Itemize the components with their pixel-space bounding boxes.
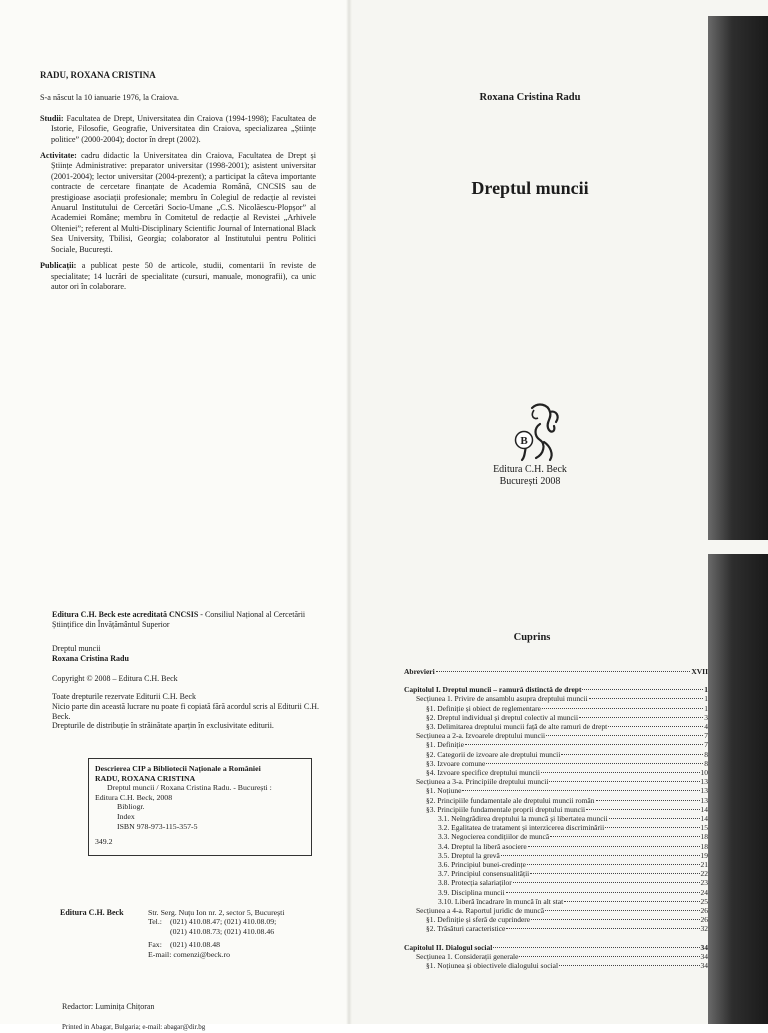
book-title: Dreptul muncii [471,178,589,198]
toc-entry-text: §1. Noțiune [426,786,462,796]
tel-value: (021) 410.08.47; (021) 410.08.09; [170,917,277,927]
toc-entry-page: 8 [704,749,708,759]
imprint-accreditation [52,610,322,630]
toc-entry [404,878,708,887]
title-publisher: Editura C.H. Beck [493,464,567,475]
toc-entry-page: 21 [700,860,708,870]
toc-entry-page: 13 [700,777,708,787]
rights-line: Drepturile de distribuție în străinătate aparțin în exclusivitate editurii. [52,721,274,731]
toc-entry-page: 1 [704,703,708,713]
publisher-griffin-logo-icon [504,402,564,464]
bio-studii-label: Studii: [40,113,64,123]
cip-line: Dreptul muncii / Roxana Cristina Radu. - București : [107,783,272,793]
toc-entry-page: 19 [700,850,708,860]
toc-entry-text: Secțiunea 1. Considerații generale [416,951,519,961]
toc-leader-dots [609,818,700,819]
toc-entry-text: Secțiunea a 2-a. Izvoarele dreptului muncii [416,731,546,741]
accreditation-bold: Editura C.H. Beck este acreditată CNCSIS [52,610,199,619]
toc-entry-page: 34 [700,961,708,971]
toc-leader-dots [436,671,691,672]
toc-leader-dots [465,744,703,745]
toc-entry [404,851,708,860]
bio-studii [40,114,316,145]
toc-entry [404,915,708,924]
bio-publicatii [40,261,316,292]
toc-entry [404,768,708,777]
toc-entry-text: Capitolul I. Dreptul muncii – ramură distinctă de drept [404,685,582,695]
logo-letter: B [520,435,528,447]
title-city-year: București 2008 [499,476,561,487]
toc-entry-text: §2. Trăsături caracteristice [426,924,506,934]
toc-entry-text: Secțiunea 1. Privire de ansamblu asupra dreptului muncii [416,694,588,704]
accreditation-rest: - Consiliul Național al Cercetării Științifice din Învățământul Superior [52,610,306,629]
toc-entry-text: §3. Izvoare comune [426,758,486,768]
bio-activitate [40,151,316,255]
toc-entry [404,777,708,786]
cip-box [88,758,312,856]
toc-leader-dots [549,781,699,782]
cip-line: Descrierea CIP a Bibliotecii Naționale a României [95,764,261,773]
toc-entry-page: 14 [700,804,708,814]
toc-entry-page: 13 [700,795,708,805]
toc-entry-page: XVII [691,667,708,676]
toc-entry [404,961,708,970]
toc-entry-page: 10 [700,768,708,778]
toc-entry-text: 3.8. Protecția salariaților [438,878,512,888]
toc-entry [404,704,708,713]
toc-entry-page: 18 [700,841,708,851]
toc-entry [404,823,708,832]
toc-leader-dots [605,827,699,828]
cip-line: Editura C.H. Beck, 2008 [95,792,173,802]
toc-entry [404,814,708,823]
bio-name: RADU, ROXANA CRISTINA [40,70,156,80]
toc-leader-dots [486,763,703,764]
toc-leader-dots [579,717,703,718]
toc-entry [404,869,708,878]
address-fax [148,940,338,949]
bio-publicatii-text: a publicat peste 50 de articole, studii, comentarii în reviste de specialitate; 14 lucrări de specialitate (cursuri, manuale, monografii), ca unic autor ori în colaborare. [51,261,317,291]
book-spine-shadow [708,554,768,1024]
toc-entry-text: §2. Principiile fundamentale ale dreptului muncii român [426,795,595,805]
toc-entry-text: §3. Delimitarea dreptului muncii față de alte ramuri de drept [426,722,608,732]
toc-entry-page: 24 [700,887,708,897]
toc-entry-text: §4. Izvoare specifice dreptului muncii [426,768,540,778]
toc-entry-text: §1. Definiție [426,740,464,750]
toc-entry-page: 15 [700,823,708,833]
toc-entry-text: Capitolul II. Dialogul social [404,942,493,952]
toc-entry-page: 14 [700,814,708,824]
toc-entry [404,924,708,933]
toc-entry-text: §3. Principiile fundamentale proprii dreptului muncii [426,804,586,814]
address-details [148,908,338,959]
contents-title: Cuprins [513,632,551,643]
toc-leader-dots [506,892,700,893]
toc-entry [404,740,708,749]
bio-born: S-a născut la 10 ianuarie 1976, la Craiova. [40,93,179,103]
author-bio [40,70,316,298]
toc-entry-page: 25 [700,896,708,906]
imprint-book-author: Roxana Cristina Radu [52,653,129,663]
toc-entry [404,694,708,703]
toc-entry-text: Abrevieri [404,667,435,676]
toc-entry [404,952,708,961]
toc-entry-text: 3.5. Dreptul la grevă [438,850,500,860]
toc-entry [404,731,708,740]
address-tel [148,917,338,926]
toc-entry [404,943,708,952]
toc-leader-dots [519,956,699,957]
toc-entry-text: 3.10. Liberă încadrare în muncă în alt stat [438,896,564,906]
imprint-rights [52,692,322,731]
contents-page [352,540,768,1024]
toc-entry-page: 13 [700,786,708,796]
toc-entry-page: 22 [700,869,708,879]
toc-entry [404,786,708,795]
toc-entry [404,888,708,897]
toc-leader-dots [545,910,699,911]
toc-entry-page: 1 [704,694,708,704]
title-publisher-block [352,464,708,488]
imprint-copyright: Copyright © 2008 – Editura C.H. Beck [52,674,178,683]
toc-entry-page: 34 [700,951,708,961]
toc-entry [404,667,708,676]
cip-line: Bibliogr. [117,802,145,812]
toc-entry-page: 8 [704,758,708,768]
toc-leader-dots [531,919,699,920]
contents-list [404,667,708,970]
toc-entry-text: §1. Noțiunea și obiectivele dialogului social [426,961,559,971]
toc-entry-page: 32 [700,924,708,934]
toc-entry [404,722,708,731]
toc-leader-dots [542,708,703,709]
tel-label: Tel.: [148,917,162,927]
toc-entry [404,832,708,841]
toc-leader-dots [530,873,699,874]
toc-leader-dots [527,864,700,865]
toc-leader-dots [596,800,700,801]
toc-entry-text: 3.3. Negocierea condițiilor de muncă [438,832,550,842]
toc-leader-dots [506,928,699,929]
toc-entry-page: 18 [700,832,708,842]
toc-entry [404,796,708,805]
toc-entry [404,897,708,906]
toc-entry [404,860,708,869]
toc-entry [404,685,708,694]
toc-leader-dots [513,882,700,883]
title-page [352,0,768,540]
fax-value: (021) 410.08.48 [170,940,221,950]
toc-entry [404,805,708,814]
address-publisher-label: Editura C.H. Beck [60,908,124,917]
imprint-page [0,540,352,1031]
toc-entry-page: 23 [700,878,708,888]
toc-entry-text: 3.7. Principiul consensualității [438,869,530,879]
toc-leader-dots [501,855,700,856]
book-spine-shadow [708,16,768,540]
bio-publicatii-label: Publicații: [40,261,77,271]
toc-entry [404,842,708,851]
toc-entry-text: §2. Categorii de izvoare ale dreptului muncii [426,749,561,759]
rights-line: Nicio parte din această lucrare nu poate fi copiată fără acordul scris al Editurii C.H. Beck. [52,701,319,721]
cip-line: 349.2 [95,837,113,847]
toc-leader-dots [546,735,703,736]
toc-leader-dots [608,726,703,727]
address-email: E-mail: comenzi@beck.ro [148,949,231,959]
toc-entry [404,759,708,768]
toc-entry-page: 7 [704,731,708,741]
toc-entry-page: 3 [704,712,708,722]
toc-leader-dots [589,698,704,699]
toc-leader-dots [462,790,699,791]
bio-activitate-text: cadru didactic la Universitatea din Craiova, Facultatea de Drept și Științe Administrative: preparator universitar (1998-2001); asistent universitar (2001-2004); lector universitar (2004-prezent); a participat la câteva importante contracte de cercetare finanțate de Academia Română, CNCSIS sau de prestigioase asociații profesionale; membru în Colegiul de redacție al revistei Anuarul Institutului de Cercetări Socio-Umane „C.S. Nicolăescu-Plopșor” al Academiei Române; membru în Comitetul de redacție al Revistei „Arhivele Olteniei”; referent al Multi-Disciplinary Scientific Journal of International Black Sea University, Tbilisi, Georgia; colaborator al Institutului pentru Politici Sociale, București. [51,151,316,254]
toc-entry-text: Secțiunea a 3-a. Principiile dreptului muncii [416,777,549,787]
imprint-printed: Printed in Abagar, Bulgaria; e-mail: abagar@dir.bg [62,1023,206,1031]
cip-line: Index [117,811,135,821]
tel-value-2: (021) 410.08.73; (021) 410.08.46 [170,926,275,936]
toc-entry-text: §1. Definiție și obiect de reglementare [426,703,541,713]
toc-leader-dots [564,901,699,902]
bio-page [0,0,352,540]
toc-entry-page: 26 [700,915,708,925]
toc-entry [404,713,708,722]
toc-entry [404,906,708,915]
imprint-editor: Redactor: Luminița Chițoran [62,1002,155,1011]
rights-line: Toate drepturile rezervate Editurii C.H. Beck [52,692,197,701]
address-tel2 [148,927,338,936]
cip-line: ISBN 978-973-115-357-5 [117,821,198,831]
imprint-book-info [52,644,322,664]
title-author: Roxana Cristina Radu [479,92,581,103]
toc-entry-page: 7 [704,740,708,750]
toc-entry-page: 26 [700,906,708,916]
address-street: Str. Serg. Nuțu Ion nr. 2, sector 5, București [148,908,285,917]
fax-label: Fax: [148,940,162,950]
toc-leader-dots [559,965,699,966]
toc-entry-page: 34 [700,942,708,952]
bio-activitate-label: Activitate: [40,151,77,161]
toc-entry-page: 1 [704,685,708,695]
toc-leader-dots [528,846,700,847]
toc-leader-dots [586,809,699,810]
toc-entry [404,750,708,759]
toc-entry-text: 3.4. Dreptul la liberă asociere [438,841,527,851]
toc-leader-dots [550,836,699,837]
imprint-book-title: Dreptul muncii [52,644,101,653]
toc-entry-text: 3.1. Neîngrădirea dreptului la muncă și libertatea muncii [438,814,608,824]
toc-entry-text: 3.2. Egalitatea de tratament și interzicerea discriminării [438,823,605,833]
toc-leader-dots [541,772,700,773]
toc-entry-text: §1. Definiție și sferă de cuprindere [426,915,531,925]
toc-entry-text: 3.9. Disciplina muncii [438,887,505,897]
cip-line: RADU, ROXANA CRISTINA [95,773,196,783]
toc-leader-dots [493,947,699,948]
page-fold [346,0,352,1024]
toc-entry-page: 4 [704,722,708,732]
toc-entry-text: 3.6. Principiul bunei-credințe [438,860,526,870]
bio-studii-text: Facultatea de Drept, Universitatea din Craiova (1994-1998); Facultatea de Istorie, Filosofie, Geografie, Universitatea din Craiova, specializarea „Științe politice” (2000-2004); doctor în drept (2002). [51,113,316,144]
toc-entry-text: Secțiunea a 4-a. Raportul juridic de muncă [416,906,545,916]
toc-leader-dots [561,754,703,755]
toc-leader-dots [582,689,703,690]
toc-entry-text: §2. Dreptul individual și dreptul colectiv al muncii [426,712,579,722]
